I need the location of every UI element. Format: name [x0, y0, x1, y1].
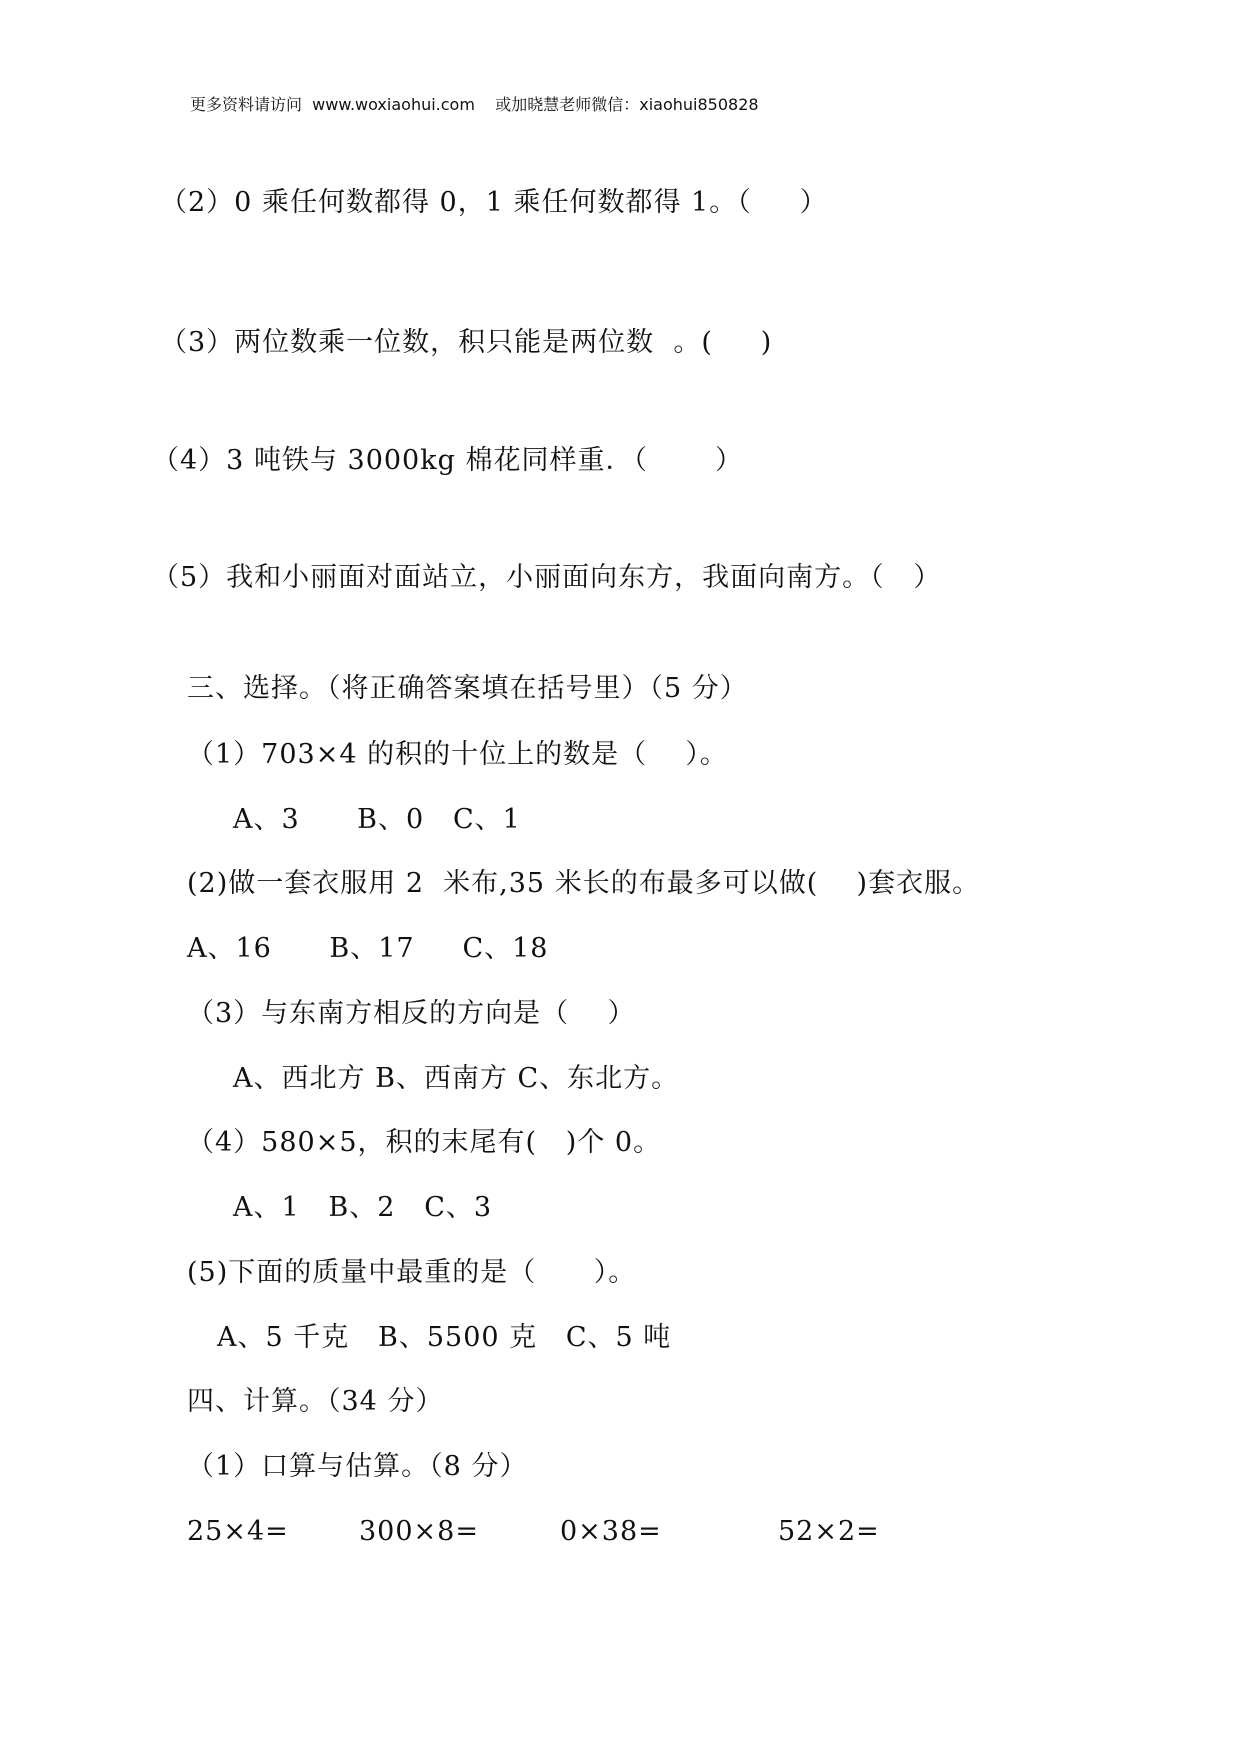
judge-item-3: （3）两位数乘一位数，积只能是两位数 。( )	[160, 327, 773, 358]
page-header: 更多资料请访问 www.woxiaohui.com 或加晓慧老师微信：xiaohui850828	[190, 95, 759, 114]
judge-item-5: （5）我和小丽面对面站立，小丽面向东方，我面向南方。（ ）	[152, 562, 942, 593]
calc-expression: 25×4=	[187, 1516, 289, 1547]
choice-options-4: A、1 B、2 C、3	[233, 1192, 493, 1223]
choice-options-1: A、3 B、0 C、1	[233, 804, 521, 835]
choice-question-1: （1）703×4 的积的十位上的数是（ ）。	[187, 739, 728, 770]
judge-item-4: （4）3 吨铁与 3000kg 棉花同样重．（ ）	[152, 445, 744, 476]
choice-options-3: A、西北方 B、西南方 C、东北方。	[233, 1063, 680, 1094]
choice-question-5: (5)下面的质量中最重的是（ ）。	[187, 1257, 637, 1288]
choice-question-3: （3）与东南方相反的方向是（ ）	[187, 998, 636, 1029]
judge-item-2: （2）0 乘任何数都得 0，1 乘任何数都得 1。（ ）	[160, 187, 828, 218]
calc-expression: 0×38=	[560, 1516, 662, 1547]
choice-options-2: A、16 B、17 C、18	[187, 933, 549, 964]
calc-subsection-title: （1）口算与估算。（8 分）	[187, 1451, 528, 1482]
choice-options-5: A、5 千克 B、5500 克 C、5 吨	[217, 1322, 672, 1353]
choice-section-title: 三、选择。（将正确答案填在括号里）（5 分）	[187, 673, 748, 704]
calc-expression: 52×2=	[778, 1516, 880, 1547]
calc-section-title: 四、计算。（34 分）	[187, 1386, 444, 1417]
choice-question-2: (2)做一套衣服用 2 米布,35 米长的布最多可以做( )套衣服。	[187, 868, 981, 899]
choice-question-4: （4）580×5，积的末尾有( )个 0。	[187, 1127, 662, 1158]
calc-expression: 300×8=	[359, 1516, 479, 1547]
